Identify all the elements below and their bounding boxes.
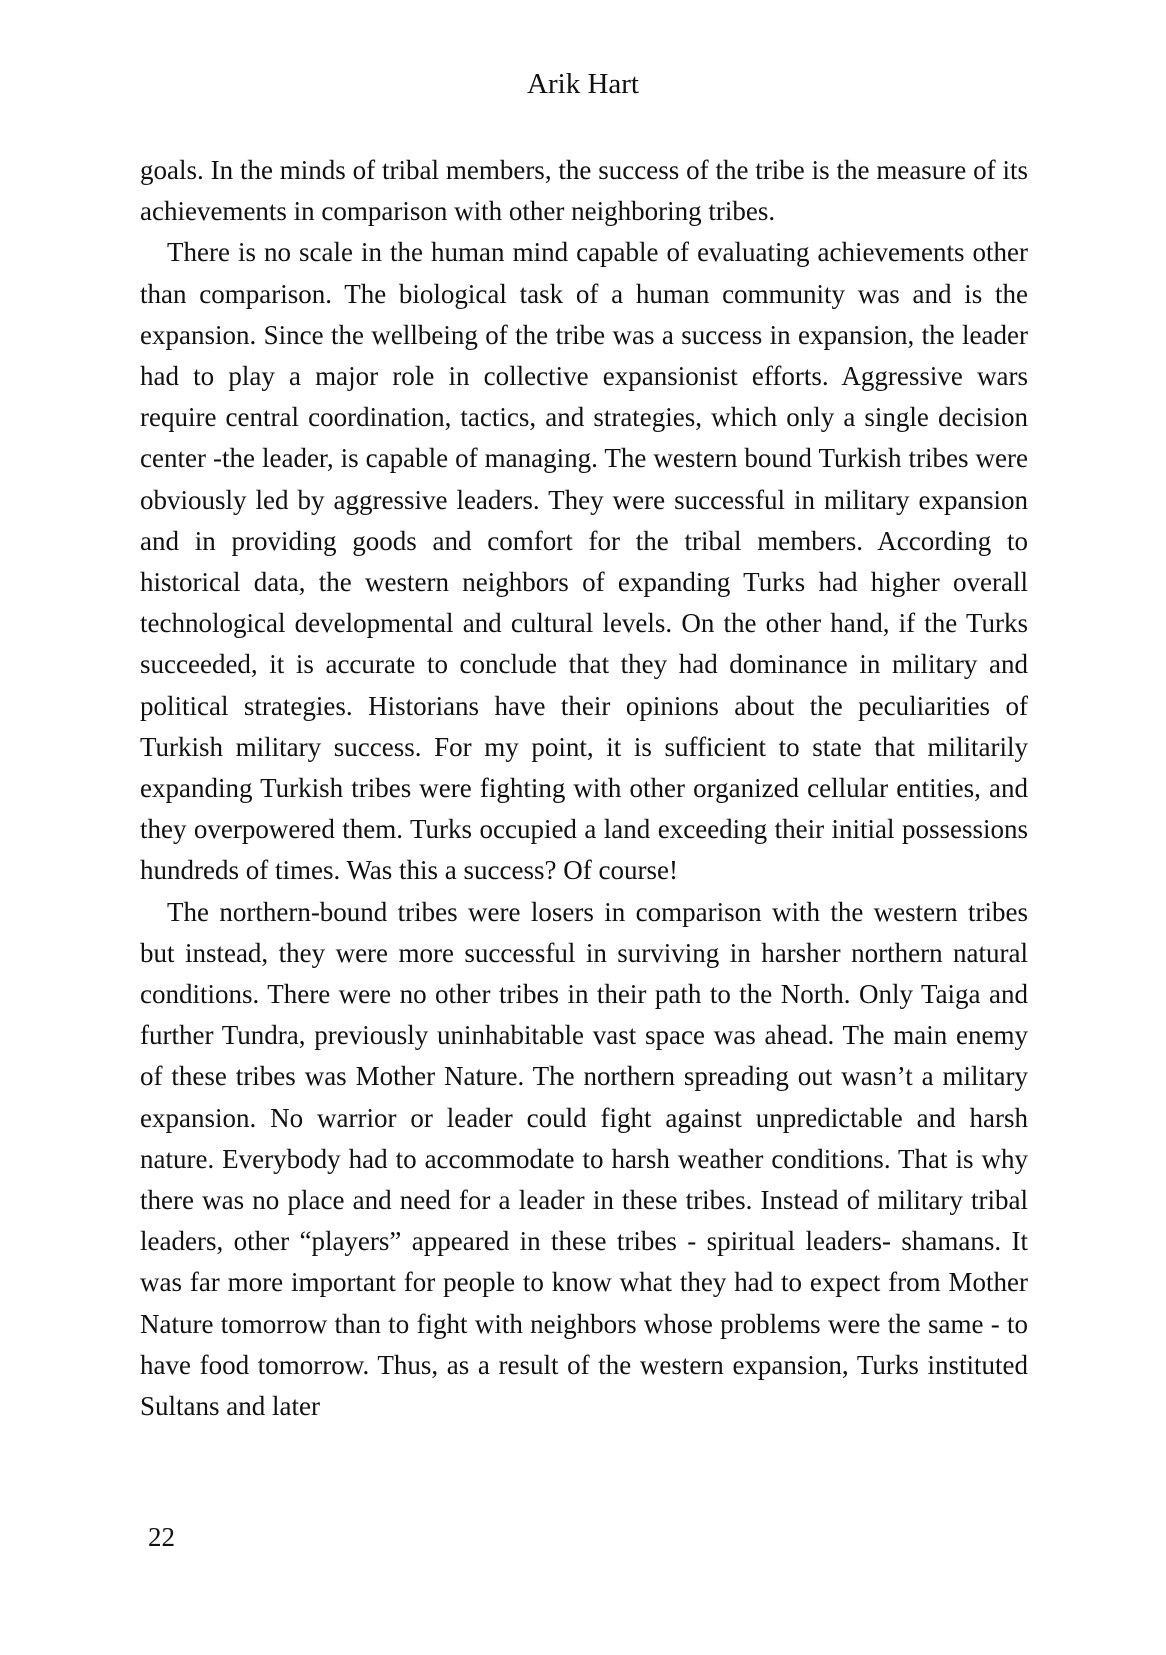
body-text (140, 150, 1028, 1427)
paragraph-western-expansion: There is no scale in the human mind capable of evaluating achievements other than comparison. The biological task of a human community was and is the expansion. Since the wellbeing of the tribe was a success in expansion, the leader had to play a major role in collective expansionist efforts. Aggressive wars require central coordination, tactics, and strategies, which only a single decision center -the leader, is capable of managing. The western bound Turkish tribes were obviously led by aggressive leaders. They were successful in military expansion and in providing goods and comfort for the tribal members. According to historical data, the western neighbors of expanding Turks had higher overall technological developmental and cultural levels. On the other hand, if the Turks succeeded, it is accurate to conclude that they had dominance in military and political strategies. Historians have their opinions about the peculiarities of Turkish military success. For my point, it is sufficient to state that militarily expanding Turkish tribes were fighting with other organized cellular entities, and they overpowered them. Turks occupied a land exceeding their initial possessions hundreds of times. Was this a success? Of course! (140, 237, 1028, 886)
paragraph-northern-tribes: The northern-bound tribes were losers in comparison with the western tribes but instead, they were more successful in surviving in harsher northern natural conditions. There were no other tribes in their path to the North. Only Taiga and further Tundra, previously uninhabitable vast space was ahead. The main enemy of these tribes was Mother Nature. The northern spreading out wasn’t a military expansion. No warrior or leader could fight against unpredictable and harsh nature. Everybody had to accommodate to harsh weather conditions. That is why there was no place and need for a leader in these tribes. Instead of military tribal leaders, other “players” appeared in these tribes - spiritual leaders- shamans. It was far more important for people to know what they had to expect from Mother Nature tomorrow than to fight with neighbors whose problems were the same - to have food tomorrow. Thus, as a result of the western expansion, Turks instituted Sultans and later (140, 896, 1028, 1422)
paragraph-continued: goals. In the minds of tribal members, the success of the tribe is the measure of its achievements in comparison with other neighboring tribes. (140, 155, 1028, 227)
page-number: 22 (148, 1522, 175, 1552)
running-header: Arik Hart (527, 68, 639, 100)
